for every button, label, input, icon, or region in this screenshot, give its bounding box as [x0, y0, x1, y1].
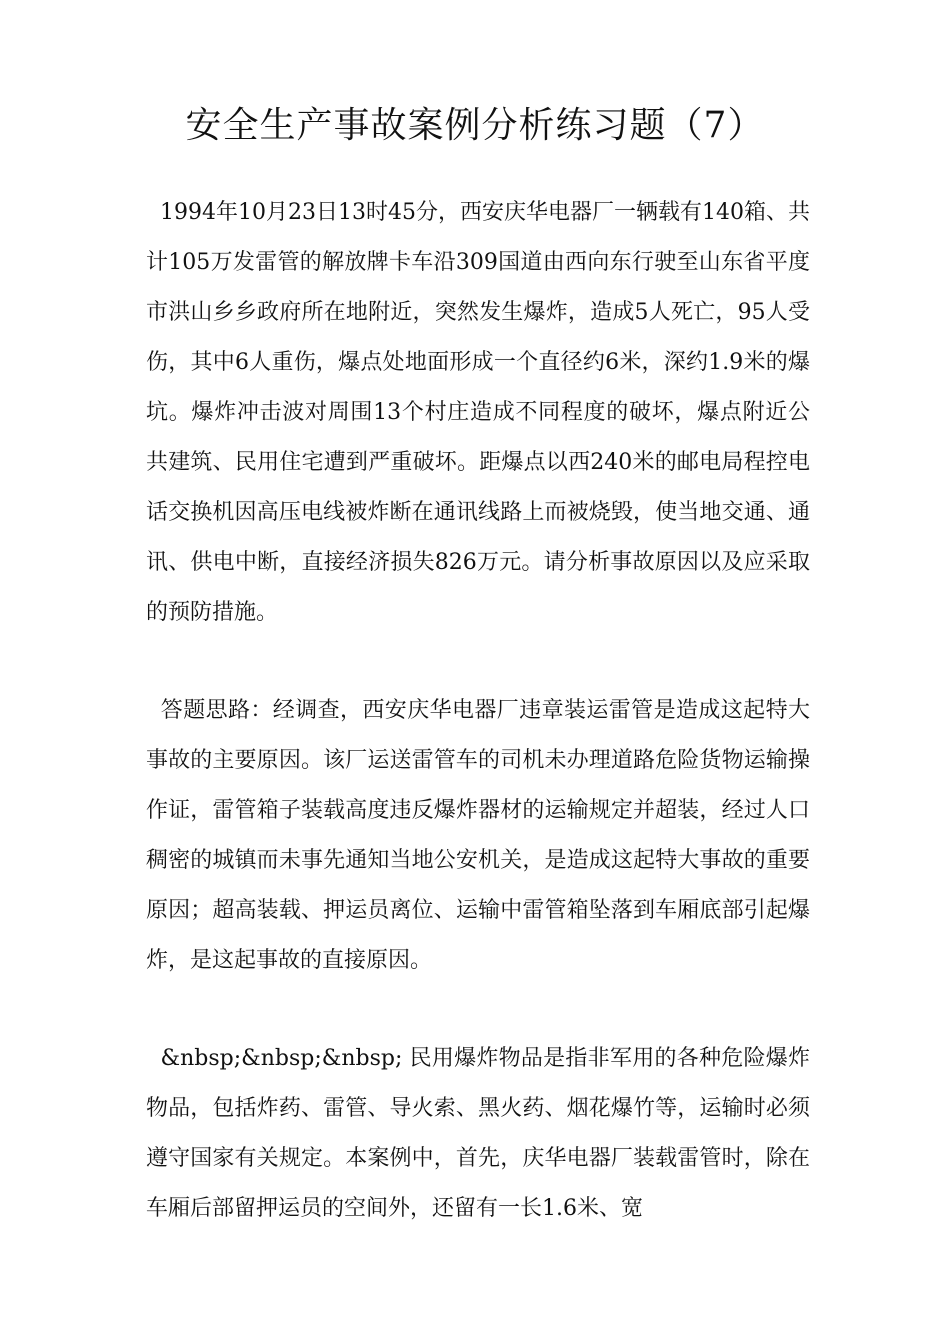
paragraph-answer-approach: 答题思路：经调查，西安庆华电器厂违章装运雷管是造成这起特大事故的主要原因。该厂运送雷管车的司机未办理道路危险货物运输操作证，雷管箱子装载高度违反爆炸器材的运输规定并超装，经过人口稠密的城镇而未事先通知当地公安机关，是造成这起特大事故的重要原因；超高装载、押运员离位、运输中雷管箱坠落到车厢底部引起爆炸，是这起事故的直接原因。 — [146, 698, 810, 973]
paragraph-explosives-definition: &nbsp;&nbsp;&nbsp; 民用爆炸物品是指非军用的各种危险爆炸物品，包括炸药、雷管、导火索、黑火药、烟花爆竹等，运输时必须遵守国家有关规定。本案例中，首先，庆华电器厂装载雷管时，除在车厢后部留押运员的空间外，还留有一长1.6米、宽 — [146, 1046, 810, 1221]
document-title: 安全生产事故案例分析练习题（7） — [185, 105, 765, 146]
paragraph-case-description: 1994年10月23日13时45分，西安庆华电器厂一辆载有140箱、共计105万发雷管的解放牌卡车沿309国道由西向东行驶至山东省平度市洪山乡乡政府所在地附近，突然发生爆炸，造成5人死亡，95人受伤，其中6人重伤，爆点处地面形成一个直径约6米，深约1.9米的爆坑。爆炸冲击波对周围13个村庄造成不同程度的破坏，爆点附近公共建筑、民用住宅遭到严重破坏。距爆点以西240米的邮电局程控电话交换机因高压电线被炸断在通讯线路上而被烧毁，使当地交通、通讯、供电中断，直接经济损失826万元。请分析事故原因以及应采取的预防措施。 — [146, 200, 810, 625]
